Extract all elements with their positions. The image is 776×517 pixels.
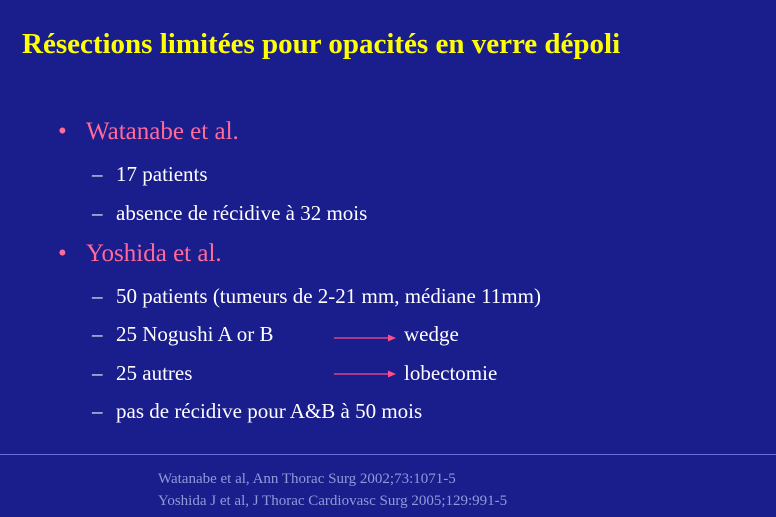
sub-item-text: 50 patients (tumeurs de 2-21 mm, médiane 11mm) [116, 284, 541, 308]
sub-item [92, 284, 541, 309]
sub-item [92, 361, 192, 386]
sub-item-text: absence de récidive à 32 mois [116, 201, 368, 225]
dash-icon: – [92, 361, 103, 385]
bullet-icon: • [58, 118, 67, 145]
dash-icon: – [92, 201, 103, 225]
arrow-target-lobectomie: lobectomie [404, 361, 498, 385]
arrow-target-wedge: wedge [404, 322, 459, 346]
sub-item-text: 17 patients [116, 162, 208, 186]
dash-icon: – [92, 284, 103, 308]
sub-item-text: 25 Nogushi A or B [116, 322, 274, 346]
dash-icon: – [92, 399, 103, 423]
bullet-label: Yoshida et al. [86, 240, 222, 267]
arrow-right-icon [334, 369, 396, 379]
sub-item-text: 25 autres [116, 361, 193, 385]
arrow-right-icon [334, 333, 396, 343]
dash-icon: – [92, 322, 103, 346]
bullet-label: Watanabe et al. [86, 118, 239, 145]
bullet-yoshida [58, 240, 222, 268]
sub-item-text: pas de récidive pour A&B à 50 mois [116, 399, 423, 423]
dash-icon: – [92, 162, 103, 186]
reference-watanabe: Watanabe et al, Ann Thorac Surg 2002;73:1071-5 [158, 471, 456, 487]
reference-yoshida: Yoshida J et al, J Thorac Cardiovasc Surg 2005;129:991-5 [158, 493, 508, 509]
sub-item [92, 162, 208, 187]
divider [0, 454, 776, 455]
bullet-icon: • [58, 240, 67, 267]
slide-title: Résections limitées pour opacités en verre dépoli [22, 28, 621, 60]
bullet-watanabe [58, 118, 239, 146]
sub-item [92, 322, 274, 347]
sub-item [92, 201, 367, 226]
sub-item [92, 399, 422, 424]
